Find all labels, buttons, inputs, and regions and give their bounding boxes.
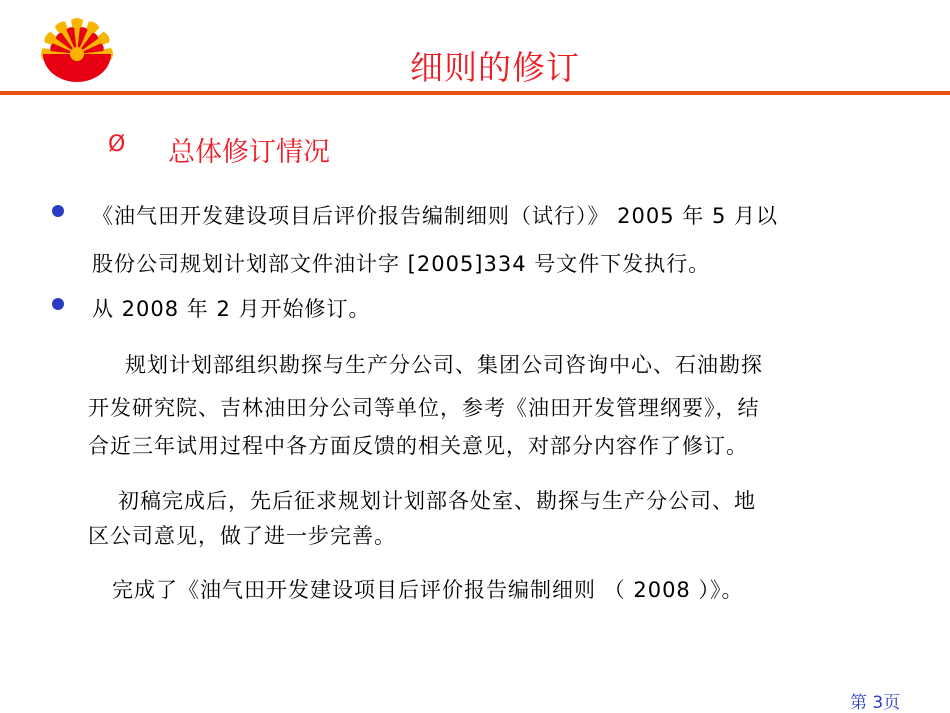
bullet-dot-icon (52, 298, 64, 310)
para1-line1: 规划计划部组织勘探与生产分公司、集团公司咨询中心、石油勘探 (125, 353, 763, 377)
page-number: 第 3页 (850, 693, 901, 713)
para3-line1: 完成了《油气田开发建设项目后评价报告编制细则 （ 2008 ）》。 (112, 578, 744, 602)
bullet1-line1: 《油气田开发建设项目后评价报告编制细则（试行）》 2005 年 5 月以 (92, 204, 779, 228)
subheading-text: 总体修订情况 (168, 137, 330, 168)
header-divider (0, 91, 950, 95)
bullet2-line1: 从 2008 年 2 月开始修订。 (92, 297, 371, 321)
para2-line2: 区公司意见，做了进一步完善。 (88, 524, 396, 548)
para1-line3: 合近三年试用过程中各方面反馈的相关意见，对部分内容作了修订。 (88, 434, 748, 458)
bullet-dot-icon (52, 205, 64, 217)
para2-line1: 初稿完成后，先后征求规划计划部各处室、勘探与生产分公司、地 (118, 489, 756, 513)
slide-title: 细则的修订 (410, 48, 580, 87)
arrow-bullet-icon: Ø (108, 132, 126, 157)
para1-line2: 开发研究院、吉林油田分公司等单位，参考《油田开发管理纲要》，结 (88, 396, 760, 420)
bullet1-line2: 股份公司规划计划部文件油计字 [2005]334 号文件下发执行。 (92, 252, 711, 276)
